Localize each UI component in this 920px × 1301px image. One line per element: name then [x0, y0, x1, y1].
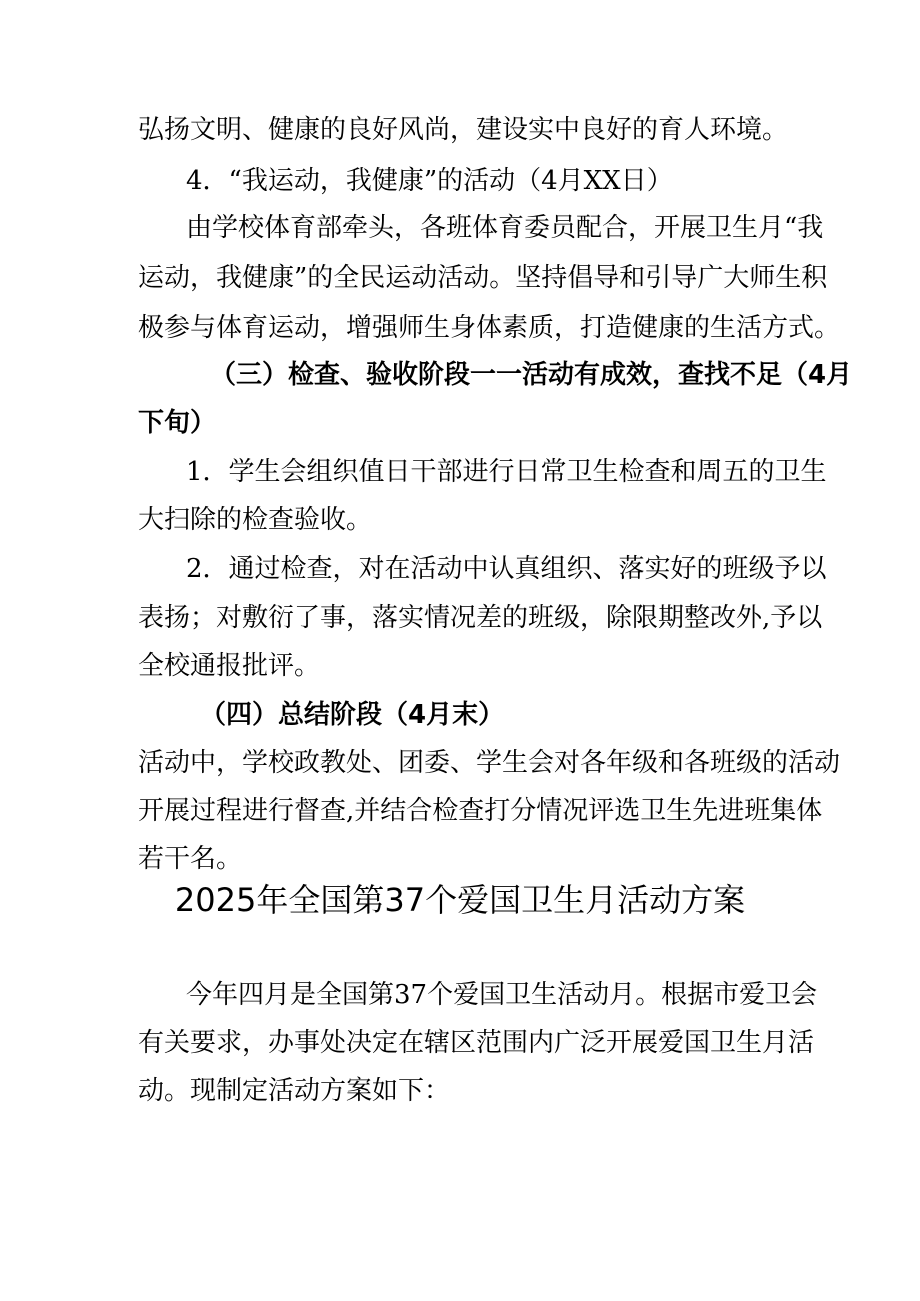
section-heading: （三）检查、验收阶段一一活动有成效，查找不足（4月	[210, 360, 853, 390]
paragraph-line: 全校通报批评。	[138, 651, 321, 681]
intro-line: 今年四月是全国第37个爱国卫生活动月。根据市爱卫会	[186, 980, 818, 1010]
paragraph-line: 活动中，学校政教处、团委、学生会对各年级和各班级的活动	[138, 748, 841, 778]
paragraph-line: 极参与体育运动，增强师生身体素质，打造健康的生活方式。	[138, 313, 841, 343]
paragraph-line: 大扫除的检查验收。	[138, 505, 373, 535]
document-title: 2025年全国第37个爱国卫生月活动方案	[174, 881, 746, 919]
list-item-heading: 4．“我运动，我健康”的活动（4月XX日）	[186, 166, 673, 196]
paragraph-line: 表扬；对敷衍了事，落实情况差的班级，除限期整改外,予以	[138, 603, 823, 633]
paragraph-line: 若干名。	[138, 844, 243, 874]
paragraph-line: 由学校体育部牵头，各班体育委员配合，开展卫生月“我	[186, 213, 824, 243]
section-heading-continued: 下旬）	[138, 408, 217, 438]
section-heading: （四）总结阶段（4月末）	[200, 700, 505, 730]
list-item: 1．学生会组织值日干部进行日常卫生检查和周五的卫生	[186, 457, 827, 487]
intro-line: 有关要求，办事处决定在辖区范围内广泛开展爱国卫生月活	[138, 1028, 815, 1058]
intro-line: 动。现制定活动方案如下：	[138, 1076, 451, 1106]
paragraph-line: 弘扬文明、健康的良好风尚，建设实中良好的育人环境。	[138, 115, 789, 145]
paragraph-line: 开展过程进行督查,并结合检查打分情况评选卫生先进班集体	[138, 796, 823, 826]
list-item: 2．通过检查，对在活动中认真组织、落实好的班级予以	[186, 554, 827, 584]
paragraph-line: 运动，我健康”的全民运动活动。坚持倡导和引导广大师生积	[138, 263, 828, 293]
